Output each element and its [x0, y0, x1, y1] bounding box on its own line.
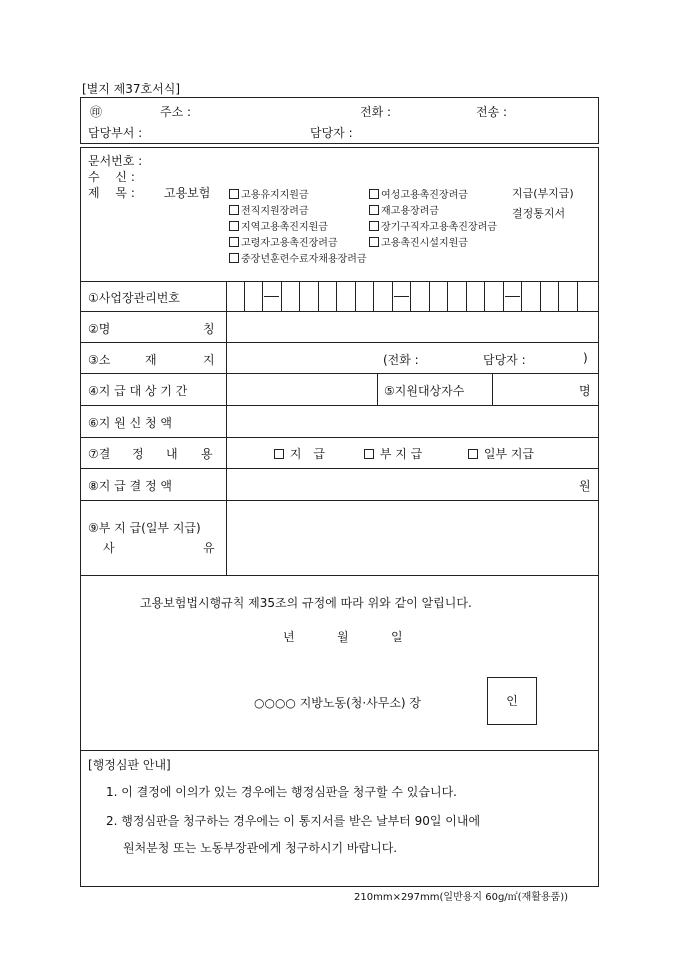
label-column-line [226, 281, 227, 575]
row-decided-amount: ⑧지 급 결 정 액 [88, 479, 172, 493]
row-decision-d: 용 [201, 447, 213, 461]
guide-item-2a: 2. 행정심판을 청구하는 경우에는 이 통지서를 받은 날부터 90일 이내에 [106, 814, 481, 828]
checkbox-option[interactable]: 중장년훈련수료자채용장려금 [229, 250, 367, 265]
checkbox-icon [229, 189, 239, 199]
seal-box: 인 [487, 677, 537, 725]
divider [80, 437, 599, 438]
cell-line [429, 281, 430, 311]
divider [80, 575, 599, 576]
checkbox-icon [229, 253, 239, 263]
paper-spec: 210mm×297mm(일반용지 60g/㎡(재활용품)) [354, 892, 569, 903]
decision-option-nopay[interactable]: 부 지 급 [364, 445, 422, 462]
cell-line [577, 281, 578, 311]
row-period: ④지 급 대 상 기 간 [88, 384, 188, 398]
checkbox-icon [369, 221, 379, 231]
row-reason-c: 유 [203, 541, 215, 555]
row-name-a: ②명 [88, 322, 111, 336]
cell-line [262, 281, 263, 311]
row-request-amount: ⑥지 원 신 청 액 [88, 416, 172, 430]
row-name-b: 칭 [203, 322, 215, 336]
cell-line [521, 281, 522, 311]
count-unit: 명 [579, 384, 591, 398]
cell-line [503, 281, 504, 311]
cell-line [373, 281, 374, 311]
checkbox-option[interactable]: 고령자고용촉진장려금 [229, 234, 338, 249]
row-business-no: ①사업장관리번호 [88, 291, 180, 305]
office-name: ○○○○ 지방노동(청·사무소) 장 [254, 696, 422, 710]
divider [80, 342, 599, 343]
checkbox-icon [229, 237, 239, 247]
checkbox-icon [364, 449, 374, 459]
divider [80, 405, 599, 406]
subject-value: 고용보험 [164, 186, 211, 200]
close-paren: ) [583, 351, 588, 365]
cell-line [355, 281, 356, 311]
divider [80, 500, 599, 501]
divider [80, 468, 599, 469]
form-id: [별지 제37호서식] [82, 82, 180, 96]
dash [505, 296, 520, 297]
checkbox-icon [369, 237, 379, 247]
guide-title: [행정심판 안내] [88, 758, 171, 772]
cell-line [281, 281, 282, 311]
guide-item-1: 1. 이 결정에 이의가 있는 경우에는 행정심판을 청구할 수 있습니다. [106, 785, 457, 799]
officer-label: 담당자 : [310, 126, 353, 140]
seal-mark: ㊞ [90, 105, 103, 119]
dept-label: 담당부서 : [88, 126, 143, 140]
cell-line [447, 281, 448, 311]
row-decision-b: 정 [132, 447, 144, 461]
fax-label: 전송 : [476, 105, 508, 119]
cell-line [336, 281, 337, 311]
dash [264, 296, 279, 297]
divider [80, 750, 599, 751]
checkbox-icon [229, 205, 239, 215]
notice-year: 년 [283, 630, 295, 644]
cell-line [392, 281, 393, 311]
cell-line [540, 281, 541, 311]
amount-unit: 원 [579, 479, 591, 493]
notice-month: 월 [337, 630, 349, 644]
row-reason-b: 사 [103, 541, 115, 555]
dash [394, 296, 409, 297]
doc-no-label: 문서번호 : [88, 154, 143, 168]
checkbox-option[interactable]: 전직지원장려금 [229, 202, 309, 217]
cell-line [244, 281, 245, 311]
checkbox-option[interactable]: 여성고용촉진장려금 [369, 186, 468, 201]
cell-line [318, 281, 319, 311]
divider [80, 373, 599, 374]
cell-line [484, 281, 485, 311]
decision-option-pay[interactable]: 지 급 [274, 445, 325, 462]
row-target-count: ⑤지원대상자수 [384, 384, 465, 398]
row-decision-c: 내 [166, 447, 178, 461]
checkbox-option[interactable]: 지역고용촉진지원금 [229, 218, 328, 233]
divider [492, 373, 493, 405]
address-label: 주소 : [160, 105, 192, 119]
decision-option-partial[interactable]: 일부 지급 [468, 445, 534, 462]
checkbox-icon [369, 205, 379, 215]
phone-label: 전화 : [360, 105, 392, 119]
notice-body: 고용보험법시행규칙 제35조의 규정에 따라 위와 같이 알립니다. [140, 596, 472, 610]
row-decision-a: ⑦결 [88, 447, 111, 461]
checkbox-icon [229, 221, 239, 231]
checkbox-option[interactable]: 재고용장려금 [369, 202, 439, 217]
notice-day: 일 [391, 630, 403, 644]
cell-line [466, 281, 467, 311]
divider [80, 311, 599, 312]
divider [377, 373, 378, 405]
checkbox-icon [274, 449, 284, 459]
cell-line [299, 281, 300, 311]
checkbox-option[interactable]: 고용촉진시설지원금 [369, 234, 468, 249]
notice-title-1: 지급(부지급) [512, 187, 574, 200]
checkbox-icon [369, 189, 379, 199]
subject-label: 제 목 : [88, 186, 135, 200]
officer-field-label: 담당자 : [483, 353, 526, 367]
row-reason-a: ⑨부 지 급(일부 지급) [88, 521, 201, 535]
cell-line [410, 281, 411, 311]
checkbox-icon [468, 449, 478, 459]
phone-field-label: (전화 : [383, 353, 419, 367]
row-location-c: 지 [203, 353, 215, 367]
guide-item-2b: 원처분청 또는 노동부장관에게 청구하시기 바랍니다. [123, 841, 398, 855]
row-location-a: ③소 [88, 353, 111, 367]
row-location-b: 재 [145, 353, 157, 367]
notice-title-2: 결정통지서 [512, 207, 566, 220]
checkbox-option[interactable]: 장기구직자고용촉진장려금 [369, 218, 497, 233]
cell-line [558, 281, 559, 311]
checkbox-option[interactable]: 고용유지지원금 [229, 186, 309, 201]
recipient-label: 수 신 : [88, 170, 135, 184]
